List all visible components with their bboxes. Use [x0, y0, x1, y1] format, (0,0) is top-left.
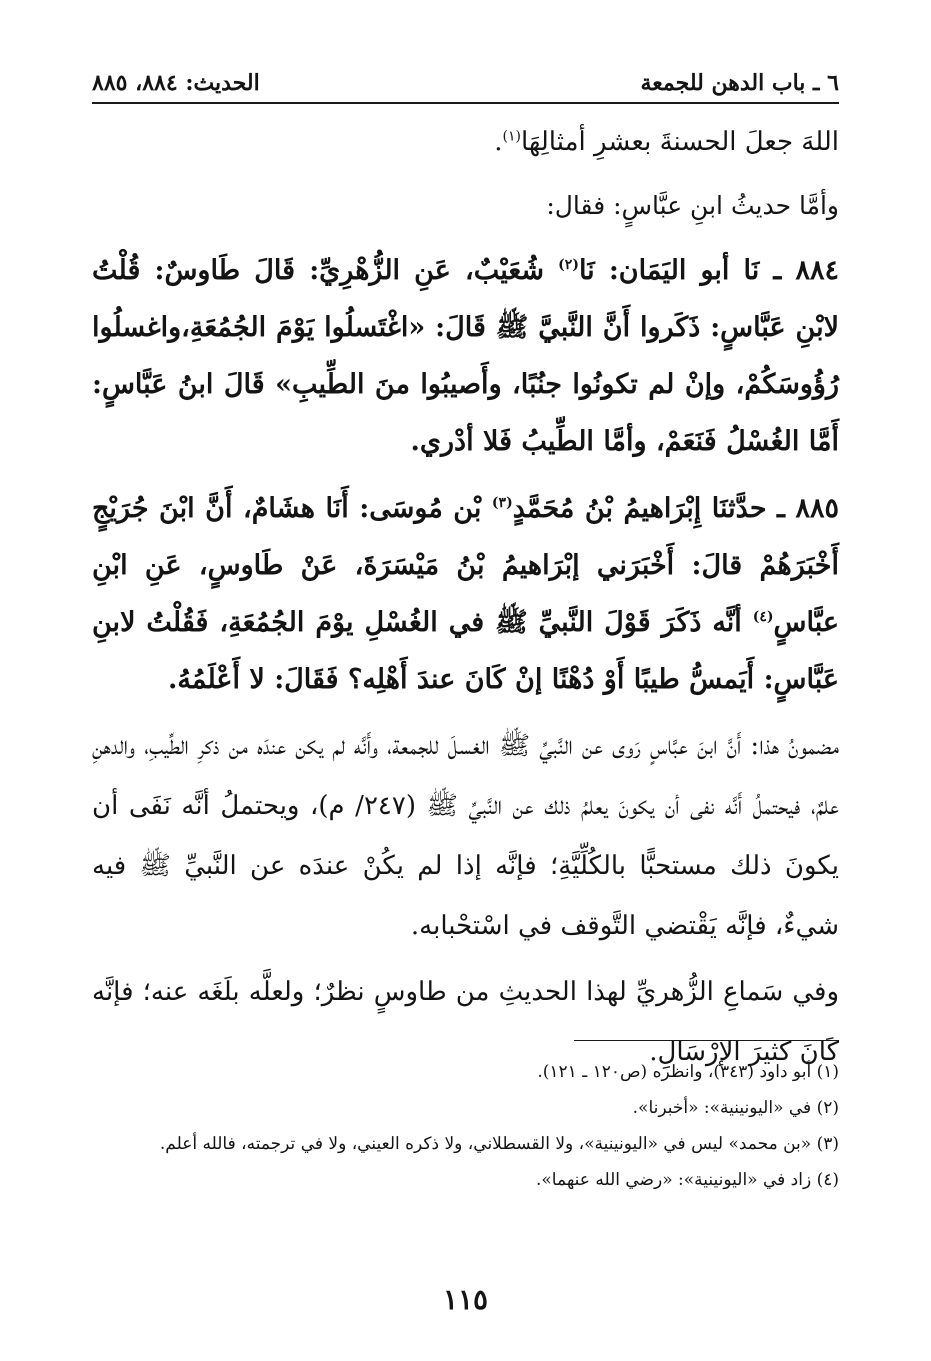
hadith-text: ٨٨٤ ـ نَا أبو اليَمَان: نَا: [578, 255, 839, 286]
footnote-marker: (٤): [752, 609, 774, 625]
paragraph-tail: .: [494, 127, 503, 157]
footnote-4: (٤) زاد في «اليونينية»: «رضي الله عنهما».: [536, 1170, 839, 1190]
hadith-text-continued: شُعَيْبٌ، عَنِ الزُّهْرِيِّ: قَالَ طَاوسٌ: قُلْتُ لابْنِ عَبَّاسٍ: ذَكَروا أَنَّ النَّبيَّ ﷺ قَالَ: «اغْتَسلُوا يَوْمَ الجُمُعَةِ،واغسلُوا رُؤُوسَكُمْ، وإنْ لم تكونُوا جنُبًا، وأَصيبُوا منَ الطِّيبِ» قَالَ ابنُ عَبَّاسٍ: أَمَّا الغُسْلُ فَنَعَمْ، وأمَّا الطِّيبُ فَلا أدْري.: [92, 255, 839, 457]
paragraph-text: اللهَ جعلَ الحسنةَ بعشرِ أمثالِهَا: [520, 127, 839, 157]
hadith-885: [92, 480, 839, 708]
commentary-text: وفي سَماعِ الزُّهريِّ لهذا الحديثِ من طاوسٍ نظرٌ؛ ولعلَّه بلَغَه عنه؛ فإنَّه كَانَ كثيرَ الإرْسَالِ.: [92, 977, 839, 1067]
hadith-text: ٨٨٥ ـ حدَّثنَا إِبْرَاهيمُ بْنُ مُحَمَّدٍ: [512, 493, 839, 524]
hadith-text-continued: أنَّه ذَكَرَ قَوْلَ النَّبيِّ ﷺ في الغُسْلِ يوْمَ الجُمُعَةِ، فَقُلْتُ لابنِ عَبَّاسٍ: أَيَمسُّ طيبًا أَوْ دُهْنًا إنْ كَانَ عندَ أَهْلِه؟ فَقَالَ: لا أَعْلَمُهُ.: [92, 607, 839, 695]
paragraph-opening: [92, 112, 839, 172]
hadith-text-continued: بْن مُوسَى: أَنَا هشَامٌ، أَنَّ ابْنَ جُرَيْجٍ أَخْبَرَهُمْ قالَ: أَخْبَرَني إبْرَاهيمُ بْنُ مَيْسَرَةَ، عَنْ طَاوسٍ، عَنِ ابْنِ عبَّاسٍ: [92, 493, 839, 638]
page-number: ١١٥: [442, 1283, 489, 1316]
footnotes: [92, 1055, 839, 1199]
hadith-reference: الحديث: ٨٨٤، ٨٨٥: [92, 70, 260, 96]
paragraph-text: وأمَّا حديثُ ابنِ عبَّاسٍ: فقال:: [546, 191, 839, 220]
footnote-1: (١) أبو داود (٣٤٣)، وانظره (ص١٢٠ ـ ١٢١).: [537, 1062, 839, 1082]
footnote-2: (٢) في «اليونينية»: «أخبرنا».: [632, 1098, 839, 1118]
footnote-marker: (١): [502, 128, 521, 145]
commentary-text: مضمونُ هذا: أَنَّ ابنَ عبَّاسٍ رَوى عن النَّبيِّ ﷺ الغسلَ للجمعة، وأَنَّه لم يكن عندَه من ذكرِ الطِّيبِ، والدهنِ علمٌ، فيحتملُ أَنَّه نفى أن يكونَ يعلمُ ذلك عن النَّبيِّ ﷺ (٢٤٧/ م)، ويحتملُ أنَّه نَفَى أن يكونَ ذلك مستحبًّا بالكُلِّيَّةِ؛ فإنَّه إذا لم يكُنْ عندَه عن النَّبيِّ ﷺ فيه شيءٌ، فإنَّه يَقْتضي التَّوقف في اسْتحْبابه.: [92, 731, 839, 941]
commentary-paragraph: [92, 716, 839, 956]
footnote-marker: (٢): [558, 257, 579, 273]
main-text: [92, 112, 839, 1082]
chapter-title: ٦ ـ باب الدهن للجمعة: [640, 70, 839, 96]
hadith-884: [92, 242, 839, 470]
running-header: [92, 62, 839, 104]
paragraph-ibn-abbas-intro: [92, 176, 839, 236]
footnote-marker: (٣): [491, 495, 513, 511]
footnote-divider: [574, 1040, 839, 1041]
footnote-3: (٣) «بن محمد» ليس في «اليونينية»، ولا القسطلاني، ولا ذكره العيني، ولا في ترجمته، فالله أعلم.: [159, 1134, 839, 1154]
